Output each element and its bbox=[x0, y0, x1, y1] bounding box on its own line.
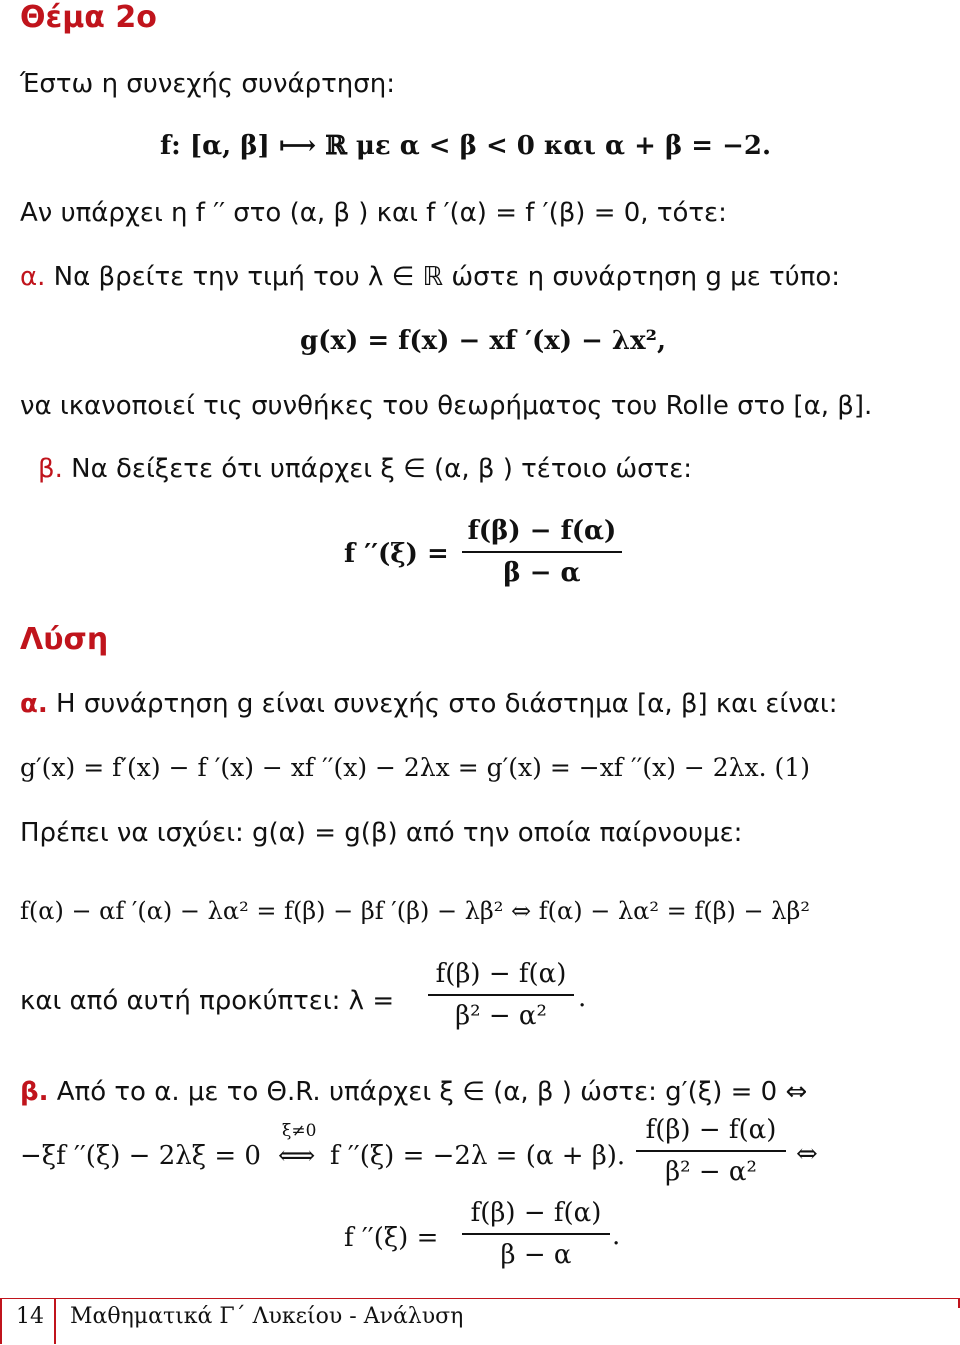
g-formula: g(x) = f(x) − xf ′(x) − λx², bbox=[300, 326, 667, 356]
solution-b-line2-left: −ξf ′′(ξ) − 2λξ = 0 bbox=[20, 1141, 261, 1171]
lambda-denominator: β² − α² bbox=[455, 1001, 547, 1031]
fraction-bar bbox=[428, 994, 574, 996]
xi-condition: ξ≠0 bbox=[282, 1121, 317, 1141]
solution-b-line3-end: . bbox=[612, 1221, 621, 1251]
b-fraction1-denominator: β² − α² bbox=[665, 1157, 757, 1187]
part-b-question bbox=[38, 453, 692, 485]
solution-b-line3-lhs: f ′′(ξ) = bbox=[344, 1223, 439, 1253]
solution-b-fraction1 bbox=[636, 1114, 786, 1188]
page-number: 14 bbox=[16, 1304, 44, 1329]
function-definition: f: [α, β] ⟼ ℝ με α < β < 0 και α + β = −2. bbox=[160, 131, 772, 161]
solution-b-label: β. bbox=[20, 1077, 49, 1107]
solution-a-line4: f(α) − αf ′(α) − λα² = f(β) − βf ′(β) − λβ² ⇔ f(α) − λα² = f(β) − λβ² bbox=[20, 897, 810, 925]
part-b-label: β. bbox=[38, 454, 63, 484]
problem-condition: Αν υπάρχει η f ′′ στο (α, β ) και f ′(α) = f ′(β) = 0, τότε: bbox=[20, 198, 727, 228]
solution-a-text: Η συνάρτηση g είναι συνεχής στο διάστημα [α, β] και είναι: bbox=[56, 689, 838, 719]
solution-b-line1 bbox=[20, 1076, 807, 1108]
part-b-fraction bbox=[462, 515, 622, 589]
solution-b-fraction2 bbox=[462, 1197, 610, 1271]
part-a-text: Να βρείτε την τιμή του λ ∈ ℝ ώστε η συνάρτηση g με τύπο: bbox=[53, 262, 841, 292]
part-b-denominator: β − α bbox=[503, 558, 581, 588]
solution-title: Λύση bbox=[20, 622, 109, 657]
lambda-fraction bbox=[428, 958, 574, 1032]
fraction-bar bbox=[636, 1150, 786, 1152]
part-a-question bbox=[20, 261, 840, 293]
footer-rule bbox=[0, 1298, 960, 1299]
solution-b-line2-end: ⇔ bbox=[796, 1139, 818, 1169]
solution-b-text: Από το α. με το Θ.R. υπάρχει ξ ∈ (α, β ) ώστε: g′(ξ) = 0 ⇔ bbox=[56, 1077, 808, 1107]
lambda-end: . bbox=[578, 983, 587, 1013]
book-title: Μαθηματικά Γ΄ Λυκείου - Ανάλυση bbox=[70, 1304, 464, 1329]
part-b-lhs: f ′′(ξ) = bbox=[344, 539, 449, 569]
solution-b-line2-mid: f ′′(ξ) = −2λ = (α + β). bbox=[330, 1141, 626, 1171]
solution-a-line2: g′(x) = f′(x) − f ′(x) − xf ′′(x) − 2λx = g′(x) = −xf ′′(x) − 2λx. (1) bbox=[20, 753, 810, 782]
footer-divider bbox=[54, 1298, 56, 1344]
part-a-label: α. bbox=[20, 262, 46, 292]
solution-a-label: α. bbox=[20, 689, 48, 719]
solution-a-line3: Πρέπει να ισχύει: g(α) = g(β) από την οποία παίρνουμε: bbox=[20, 818, 743, 848]
b-fraction1-numerator: f(β) − f(α) bbox=[645, 1115, 777, 1145]
part-b-text: Να δείξετε ότι υπάρχει ξ ∈ (α, β ) τέτοιο ώστε: bbox=[71, 454, 693, 484]
equivalence-arrow: ⟺ bbox=[278, 1141, 316, 1171]
solution-a-line1 bbox=[20, 688, 837, 720]
b-fraction2-denominator: β − α bbox=[500, 1240, 572, 1270]
part-a-continuation: να ικανοποιεί τις συνθήκες του θεωρήματος του Rolle στο [α, β]. bbox=[20, 391, 873, 421]
footer-left-edge bbox=[0, 1298, 2, 1344]
lambda-numerator: f(β) − f(α) bbox=[435, 959, 567, 989]
fraction-bar bbox=[462, 1233, 610, 1235]
problem-intro: Έστω η συνεχής συνάρτηση: bbox=[20, 69, 395, 99]
section-title: Θέμα 2ο bbox=[20, 0, 157, 35]
b-fraction2-numerator: f(β) − f(α) bbox=[470, 1198, 602, 1228]
solution-a-line5: και από αυτή προκύπτει: λ = bbox=[20, 986, 395, 1016]
part-b-numerator: f(β) − f(α) bbox=[467, 516, 617, 546]
fraction-bar bbox=[462, 551, 622, 553]
